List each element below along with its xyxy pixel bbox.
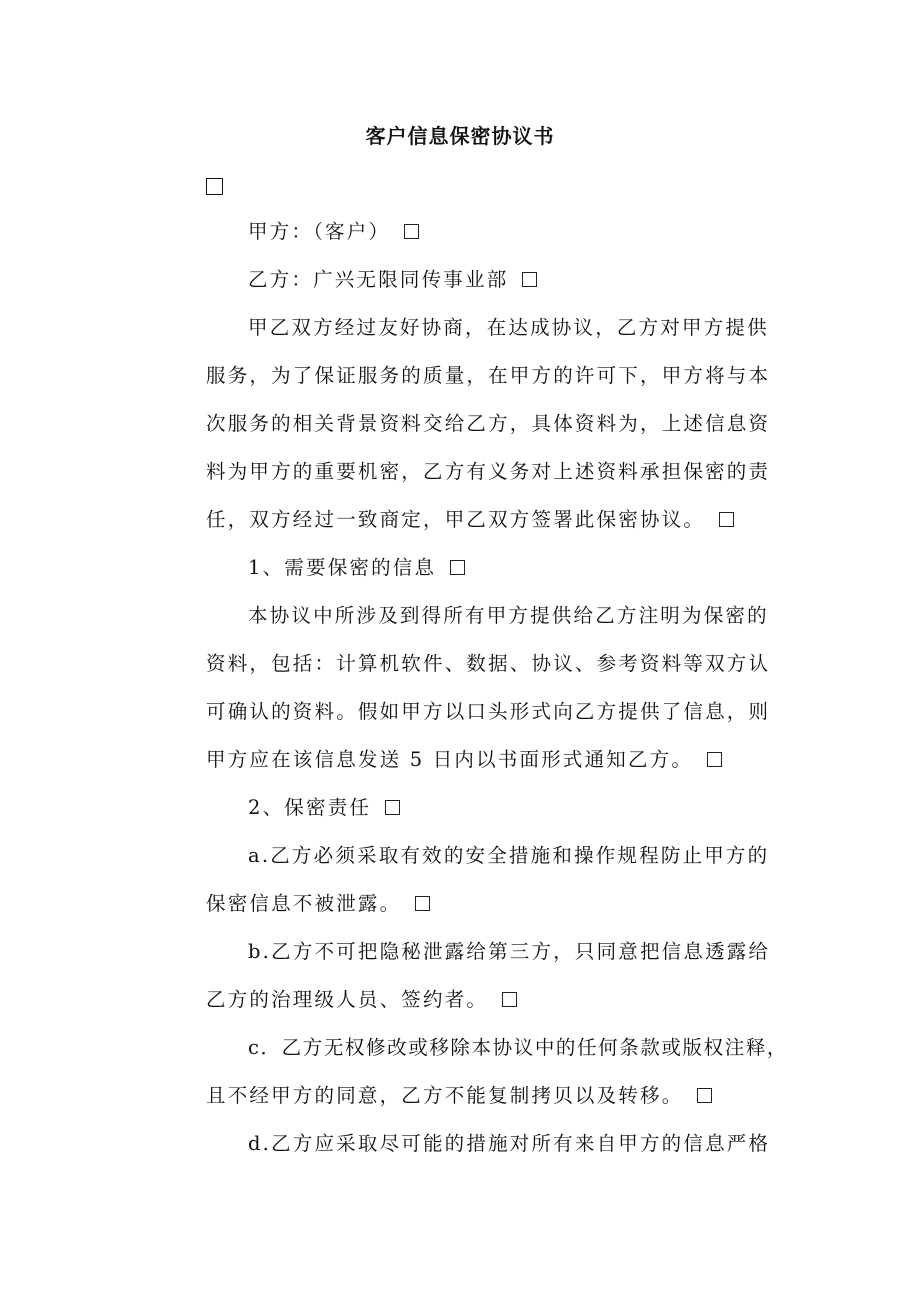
party-a-line — [248, 216, 419, 248]
section1-line: 本协议中所涉及到得所有甲方提供给乙方注明为保密的 — [248, 604, 769, 627]
intro-line: 甲乙双方经过友好协商，在达成协议，乙方对甲方提供 — [248, 316, 769, 339]
intro-line-last — [206, 504, 734, 536]
clause-b-line: b.乙方不可把隐秘泄露给第三方，只同意把信息透露给 — [248, 940, 771, 963]
clause-a-text: 保密信息不被泄露。 — [206, 892, 402, 915]
intro-line-text: 任，双方经过一致商定，甲乙双方签署此保密协议。 — [206, 508, 706, 531]
intro-line: 服务，为了保证服务的质量，在甲方的许可下，甲方将与本 — [206, 364, 771, 387]
checkbox-icon — [450, 560, 465, 575]
checkbox-icon — [404, 224, 419, 239]
clause-b-text: 乙方的治理级人员、签约者。 — [206, 988, 489, 1011]
clause-c-line-last — [206, 1080, 712, 1112]
checkbox-icon — [206, 178, 223, 195]
clause-a-line: a.乙方必须采取有效的安全措施和操作规程防止甲方的 — [248, 844, 770, 867]
section2-heading-text: 2、保密责任 — [248, 796, 372, 819]
section1-heading — [248, 552, 465, 584]
intro-line: 次服务的相关背景资料交给乙方，具体资料为，上述信息资 — [206, 412, 771, 435]
clause-b-line-last — [206, 984, 517, 1016]
section1-line-text: 甲方应在该信息发送 5 日内以书面形式通知乙方。 — [206, 748, 694, 771]
section1-line: 资料，包括：计算机软件、数据、协议、参考资料等双方认 — [206, 652, 771, 675]
clause-c-line: c．乙方无权修改或移除本协议中的任何条款或版权注释， — [248, 1036, 789, 1059]
checkbox-icon — [415, 896, 430, 911]
checkbox-icon — [385, 800, 400, 815]
checkbox-icon — [719, 512, 734, 527]
checkbox-icon — [502, 992, 517, 1007]
party-b-text: 乙方：广兴无限同传事业部 — [248, 268, 509, 291]
section1-line: 可确认的资料。假如甲方以口头形式向乙方提供了信息，则 — [206, 700, 771, 723]
checkbox-icon — [697, 1088, 712, 1103]
clause-a-line-last — [206, 888, 430, 920]
clause-c-text: 且不经甲方的同意，乙方不能复制拷贝以及转移。 — [206, 1084, 684, 1107]
checkbox-icon — [522, 272, 537, 287]
party-a-text: 甲方：（客户） — [248, 220, 391, 243]
document-title: 客户信息保密协议书 — [365, 124, 555, 148]
section2-heading — [248, 792, 400, 824]
party-b-line — [248, 264, 537, 296]
section1-heading-text: 1、需要保密的信息 — [248, 556, 437, 579]
intro-line: 料为甲方的重要机密，乙方有义务对上述资料承担保密的责 — [206, 460, 771, 483]
checkbox-icon — [707, 752, 722, 767]
section1-line-last — [206, 744, 722, 776]
clause-d-line: d.乙方应采取尽可能的措施对所有来自甲方的信息严格 — [248, 1132, 771, 1155]
